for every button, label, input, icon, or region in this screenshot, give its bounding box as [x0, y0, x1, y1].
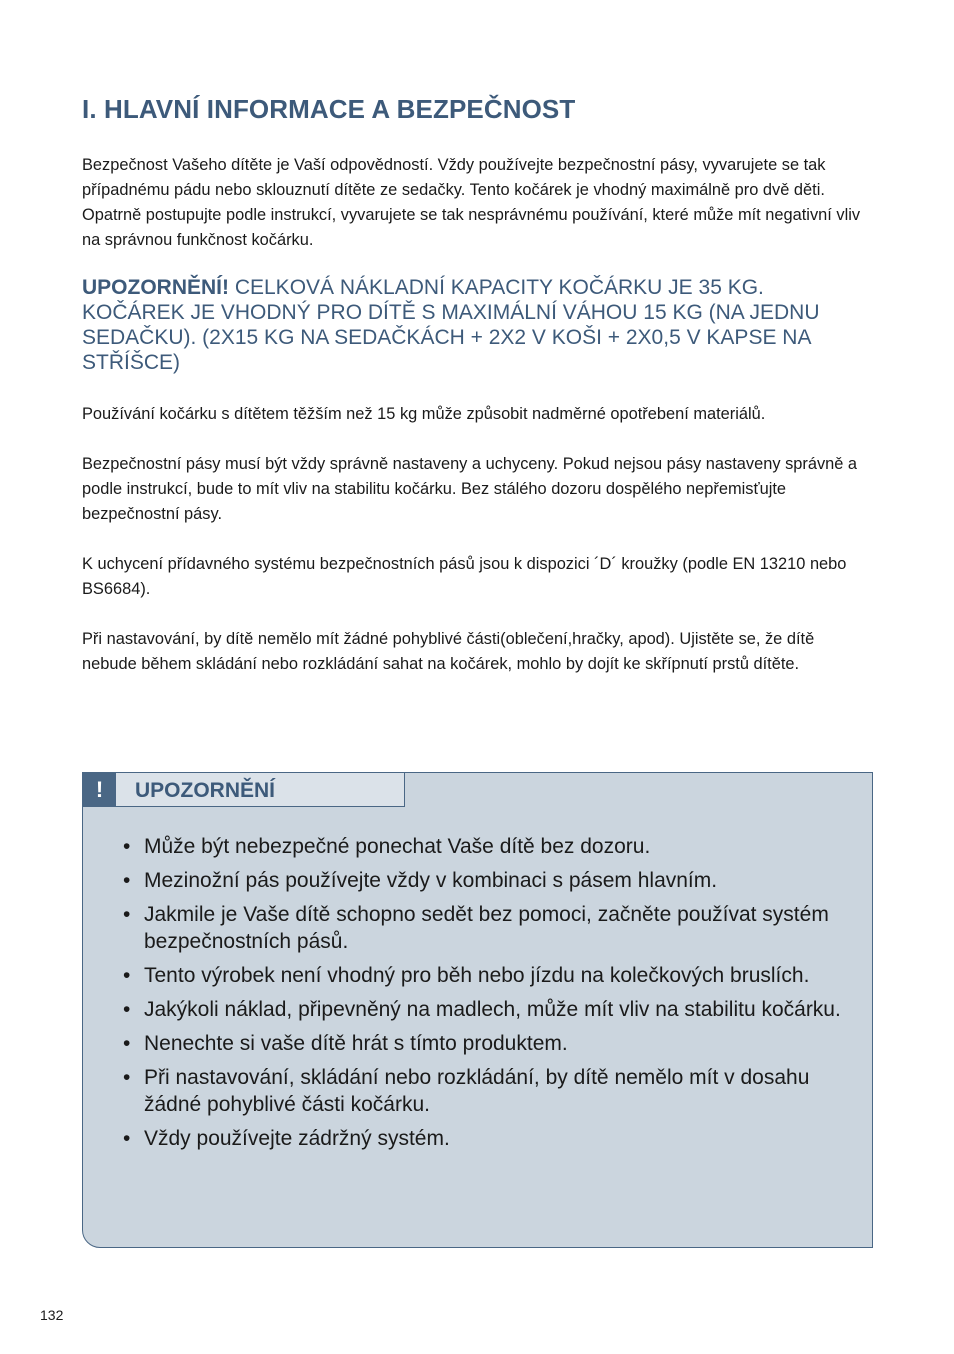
- warning-box: [82, 772, 873, 1248]
- paragraph-folding: Při nastavování, by dítě nemělo mít žádné pohyblivé části(oblečení,hračky, apod). Ujistěte se, že dítě nebude během skládání nebo rozkládání sahat na kočárek, mohlo by dojít ke skřípnutí prstů dítěte.: [82, 630, 815, 673]
- list-item: • Vždy používejte zádržný systém.: [123, 1125, 843, 1152]
- intro-paragraph: Bezpečnost Vašeho dítěte je Vaší odpovědností. Vždy používejte bezpečnostní pásy, vyvarujete se tak případnému pádu nebo sklouznutí dítěte ze sedačky. Tento kočárek je vhodný maximálně pro dvě děti. Opatrně postupujte podle instrukcí, vyvarujete se tak nesprávnému používání, které může mít negativní vliv na správnou funkčnost kočárku.: [82, 156, 861, 249]
- paragraph-harness: Bezpečnostní pásy musí být vždy správně nastaveny a uchyceny. Pokud nejsou pásy nastaveny správně a podle instrukcí, bude to mít vliv na stabilitu kočárku. Bez stálého dozoru dospělého nepřemisťujte bezpečnostní pásy.: [82, 455, 858, 523]
- list-item: • Při nastavování, skládání nebo rozkládání, by dítě nemělo mít v dosahu žádné pohyblivé části kočárku.: [123, 1064, 843, 1118]
- list-item: • Mezinožní pás používejte vždy v kombinaci s pásem hlavním.: [123, 867, 843, 894]
- list-item: • Jakmile je Vaše dítě schopno sedět bez pomoci, začněte používat systém bezpečnostních pásů.: [123, 901, 843, 955]
- warning-box-title: UPOZORNĚNÍ: [135, 779, 276, 802]
- page-number: 132: [40, 1307, 64, 1323]
- warning-box-header: [83, 773, 405, 807]
- warning-label: UPOZORNĚNÍ!: [82, 276, 229, 299]
- warning-list: [123, 833, 843, 1159]
- list-item: • Nenechte si vaše dítě hrát s tímto produktem.: [123, 1030, 843, 1057]
- page-title: I. HLAVNÍ INFORMACE A BEZPEČNOST: [82, 94, 576, 124]
- capacity-warning: [82, 275, 872, 375]
- warning-text: CELKOVÁ NÁKLADNÍ KAPACITY KOČÁRKU JE 35 KG. KOČÁREK JE VHODNÝ PRO DÍTĚ S MAXIMÁLNÍ VÁHOU 15 KG (NA JEDNU SEDAČKU). (2X15 KG NA SEDAČKÁCH + 2X2 V KOŠI + 2X0,5 V KAPSE NA STŘÍŠCE): [82, 276, 820, 374]
- exclamation-icon: !: [83, 773, 116, 807]
- paragraph-d-rings: K uchycení přídavného systému bezpečnostních pásů jsou k dispozici ´D´ kroužky (podle EN 13210 nebo BS6684).: [82, 555, 847, 598]
- paragraph-weight: Používání kočárku s dítětem těžším než 15 kg může způsobit nadměrné opotřebení materiálů.: [82, 405, 766, 423]
- list-item: • Jakýkoli náklad, připevněný na madlech, může mít vliv na stabilitu kočárku.: [123, 996, 843, 1023]
- list-item: • Může být nebezpečné ponechat Vaše dítě bez dozoru.: [123, 833, 843, 860]
- list-item: • Tento výrobek není vhodný pro běh nebo jízdu na kolečkových bruslích.: [123, 962, 843, 989]
